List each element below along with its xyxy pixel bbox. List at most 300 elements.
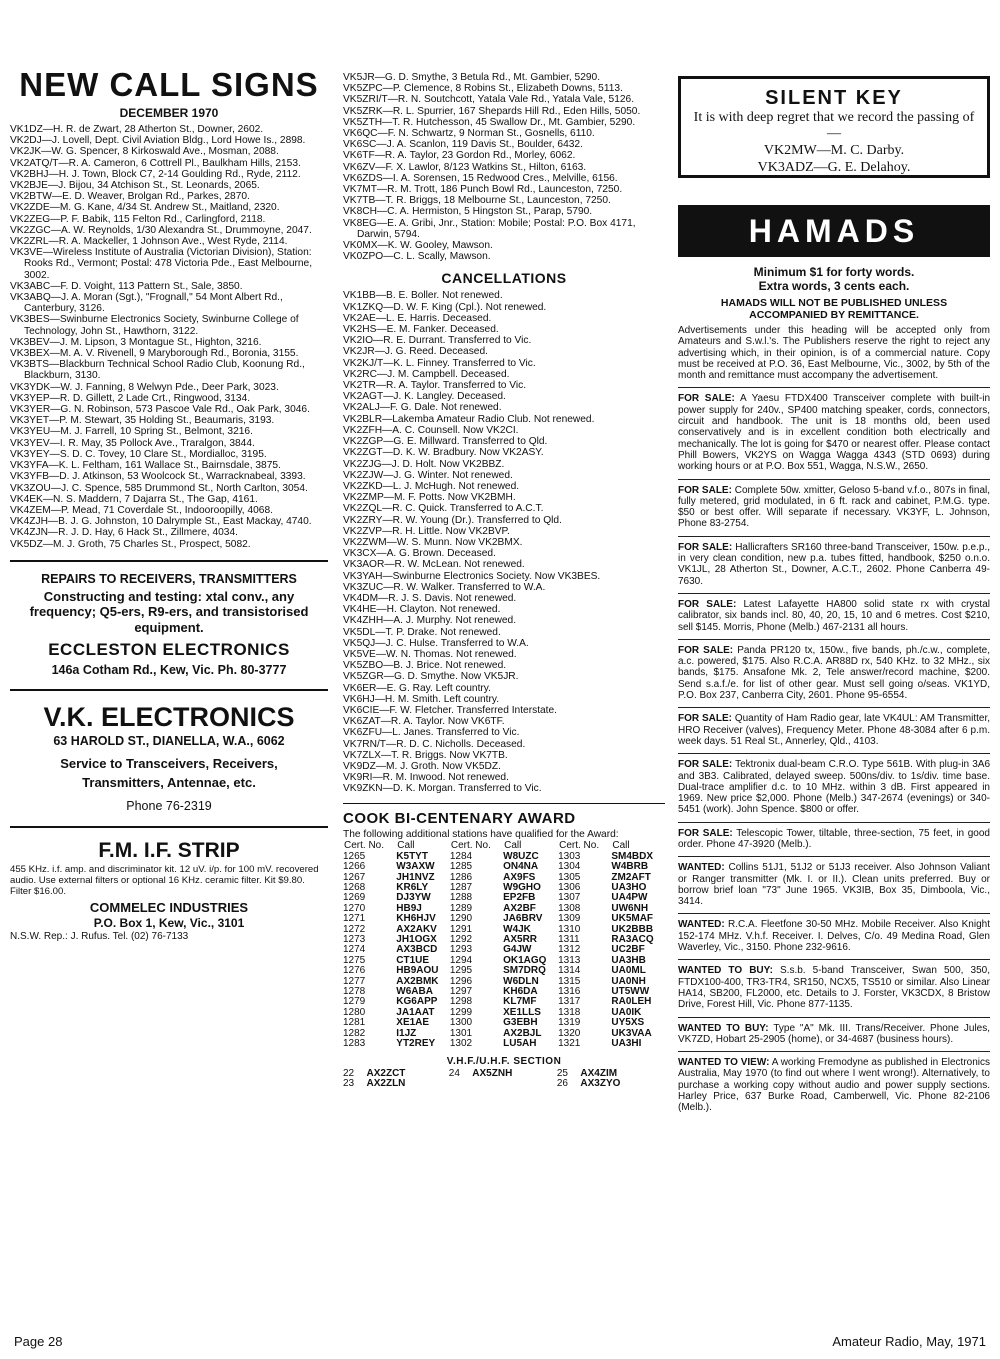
divider [10, 560, 328, 562]
award-cert-no: 1285 [449, 861, 473, 873]
list-item: VK3YEU—M. J. Farrell, 10 Spring St., Belmont, 3216. [10, 426, 253, 438]
award-call: UK2BBB [611, 923, 654, 935]
award-cert-no: 1290 [449, 913, 473, 925]
award-call: AX2BF [503, 902, 536, 914]
column-right [678, 76, 990, 1114]
award-col-head-no: Cert. No. [559, 839, 600, 851]
classified-lead: FOR SALE: [678, 484, 732, 496]
list-item: VK1BB—B. E. Boller. Not renewed. [343, 290, 503, 302]
commelec-name: COMMELEC INDUSTRIES [89, 900, 249, 916]
award-cert-no: 1276 [343, 965, 366, 977]
list-item: VK2RC—J. M. Campbell. Deceased. [343, 368, 510, 380]
repairs-title: REPAIRS TO RECEIVERS, TRANSMITTERS [41, 571, 297, 586]
list-item: VK6ZDS—I. A. Sorensen, 15 Redwood Cres., Melville, 6156. [343, 172, 618, 184]
list-item: VK0MX—K. W. Gooley, Mawson. [343, 240, 493, 252]
award-call: W6ABA [396, 986, 433, 998]
list-item: VK6QC—F. N. Schwartz, 9 Norman St., Gosnells, 6110. [343, 128, 595, 140]
list-item: VK2ZFH—A. C. Counsell. Now VK2CI. [343, 424, 519, 436]
list-item: VK2ZMP—M. F. Potts. Now VK2BMH. [343, 492, 516, 504]
award-call: YT2REY [396, 1038, 436, 1050]
award-call: UT5WW [611, 986, 650, 998]
list-item: VK6ZFU—L. Janes. Transferred to Vic. [343, 727, 520, 739]
award-call: AX5ZNH [472, 1067, 513, 1079]
call-signs-list [10, 124, 328, 550]
list-item: VK5DL—T. P. Drake. Not renewed. [343, 626, 501, 638]
classified-lead: FOR SALE: [678, 713, 732, 725]
list-item: VK3ABC—F. D. Voight, 113 Pattern St., Sale, 3850. [10, 280, 243, 292]
award-cert-no: 1314 [558, 965, 581, 977]
award-call: KL7MF [503, 996, 537, 1008]
fm-if-strip-ad [10, 838, 328, 943]
classified-lead: WANTED: [678, 862, 725, 874]
award-call: AX2ZLN [366, 1077, 406, 1089]
classified-lead: FOR SALE: [678, 393, 735, 405]
award-call: JA1AAT [396, 1006, 435, 1018]
silent-key-name: VK2MW—M. C. Darby. [763, 143, 905, 158]
list-item: VK2ALJ—F. G. Dale. Not renewed. [343, 402, 502, 414]
classified-lead: WANTED TO BUY: [678, 965, 773, 977]
award-cert-no: 1317 [558, 996, 581, 1008]
list-item: VK6ZV—F. X. Lawlor, 8/123 Watkins St., Hilton, 6163. [343, 161, 587, 173]
silent-key-text: It is with deep regret that we record the passing of— [693, 110, 975, 141]
award-call: AX9FS [503, 871, 536, 883]
classified-lead: FOR SALE: [678, 759, 733, 771]
classified-text: Hallicrafters SR160 three-band Transceiver, 150w. p.e.p., in very clean condition, new p.a. tubes fitted, handbook, $250 o.n.o. VK1JL, 28 Atherton St., Downer, A.C.T., 2602. Phone Canberra 49-7630. [678, 541, 990, 587]
classified-ad [678, 822, 990, 851]
award-cert-no: 1279 [343, 996, 366, 1008]
list-item: VK3YDK—W. J. Fanning, 8 Welwyn Pde., Deer Park, 3023. [10, 381, 279, 393]
award-cert-no: 1273 [343, 934, 366, 946]
list-item: VK0ZPO—C. L. Scally, Mawson. [343, 251, 491, 263]
publication-line: Amateur Radio, May, 1971 [832, 1334, 986, 1349]
column-left [10, 66, 328, 943]
list-item: VK5ZPC—P. Clemence, 8 Robins St., Elizabeth Downs, 5113. [343, 83, 623, 95]
list-item: VK3VE—Wireless Institute of Australia (Victorian Division), Station: Rooks Rd., Vermont; Postal: 478 Victoria Pde., East Melbourne, 3002. [10, 247, 313, 281]
list-item: VK2DJ—J. Lovell, Dept. Civil Aviation Bldg., Lord Howe Is., 2898. [10, 135, 306, 147]
award-call: AX3ZYO [580, 1077, 621, 1089]
award-cert-no: 1265 [343, 850, 366, 862]
list-item: VK2TR—R. A. Taylor. Transferred to Vic. [343, 380, 527, 392]
award-call: AX5RR [503, 934, 538, 946]
award-cert-no: 1312 [558, 944, 581, 956]
award-call: OK1AGQ [503, 954, 547, 966]
classified-ad [678, 913, 990, 953]
list-item: VK2ZGT—D. K. W. Bradbury. Now VK2ASY. [343, 447, 544, 459]
classified-text: Latest Lafayette HA800 solid state rx with crystal calibrator, six bands incl. 80, 40, 20, 15, 10 and 6 metres. Cost $210, sell $145. Morris, Phone (Melb.) 467-2131 all hours. [678, 598, 990, 633]
column-middle [343, 72, 665, 1089]
list-item: VK4HE—H. Clayton. Not renewed. [343, 604, 501, 616]
award-call: EP2FB [503, 892, 536, 904]
vk-electronics-service: Service to Transceivers, Receivers, Transmitters, Antennae, etc. [60, 756, 278, 791]
award-cert-no: 1292 [449, 934, 473, 946]
list-item: VK2ZJW—J. G. Winter. Not renewed. [343, 469, 513, 481]
award-call: XE1AE [396, 1017, 430, 1029]
classified-lead: FOR SALE: [678, 598, 737, 610]
award-cert-no: 1301 [449, 1027, 473, 1039]
classified-ad [678, 1017, 990, 1046]
list-item: VK3YFB—D. J. Atkinson, 53 Woolcock St., Warracknabeal, 3393. [10, 471, 306, 483]
award-call: UA0ML [611, 965, 646, 977]
list-item: VK2ZEG—P. F. Babik, 115 Felton Rd., Carlingford, 2118. [10, 213, 266, 225]
cancellations-title: CANCELLATIONS [441, 270, 567, 287]
vk-electronics-address: 63 HAROLD ST., DIANELLA, W.A., 6062 [53, 734, 285, 749]
repairs-body: Constructing and testing: xtal conv., any frequency; Q5-ers, R9-ers, and transistorised equipment. [29, 588, 309, 635]
silent-key-box [678, 76, 990, 178]
award-intro: The following additional stations have qualified for the Award: [343, 828, 619, 840]
classified-ad [678, 536, 990, 587]
award-cert-no: 1291 [449, 923, 473, 935]
award-call: UW6NH [611, 902, 649, 914]
list-item: VK2ZGP—G. E. Millward. Transferred to Qld. [343, 436, 548, 448]
award-call: AX2AKV [396, 923, 437, 935]
award-call: JH1NVZ [396, 871, 435, 883]
award-cert-no: 22 [343, 1067, 355, 1079]
list-item: VK5ZGR—G. D. Smythe. Now VK5JR. [343, 671, 519, 683]
award-cert-no: 1294 [449, 954, 473, 966]
award-call: KH6DA [503, 986, 538, 998]
award-cert-no: 25 [556, 1067, 568, 1079]
hamads-notice: Advertisements under this heading will be accepted only from Amateurs and S.w.l.'s. The Publishers reserve the right to reject any advertising which, in their opinion, is of a commercial nature. Copy must be received at P.O. 36, East Melbourne, Vic., 3002, by 5th of the month and remittance must accompany the advertisement. [678, 325, 990, 382]
award-call: KR6LY [396, 882, 429, 894]
award-call: AX2BJL [503, 1027, 542, 1039]
cancellations-list [343, 290, 665, 794]
hamads-rate-line: Extra words, 3 cents each. [758, 279, 910, 293]
list-item: VK2HS—E. M. Fanker. Deceased. [343, 324, 499, 336]
list-item: VK7MT—R. M. Trott, 186 Punch Bowl Rd., Launceston, 7250. [343, 184, 623, 196]
list-item: VK3YER—G. N. Robinson, 573 Pascoe Vale Rd., Oak Park, 3046. [10, 404, 310, 416]
award-col-head-call: Call [504, 839, 522, 851]
award-call: W3AXW [396, 861, 435, 873]
award-cert-no: 1268 [343, 882, 366, 894]
commelec-address: P.O. Box 1, Kew, Vic., 3101 [93, 916, 245, 931]
table-row [343, 1039, 665, 1049]
list-item: VK4ZJH—B. J. G. Johnston, 10 Dalrymple St., East Mackay, 4740. [10, 516, 312, 528]
list-item: VK2ATQ/T—R. A. Cameron, 6 Cottrell Pl., Baulkham Hills, 2153. [10, 157, 301, 169]
award-call: UC2BF [611, 944, 645, 956]
classified-text: Quantity of Ham Radio gear, late VK4UL: AM Transmitter, HRO Receiver (valves), Frequency Meter. Phone 48-3084 after 6 p.m. week days. 51 Real St., Annerley, Qld., 4103. [678, 713, 991, 747]
list-item: VK3YAH—Swinburne Electronics Society. Now VK3BES. [343, 570, 601, 582]
list-item: VK3CX—A. G. Brown. Deceased. [343, 548, 496, 560]
list-item: VK3ZOU—J. C. Spence, 585 Drummond St., North Carlton, 3054. [10, 482, 308, 494]
award-call: RA0LEH [611, 996, 652, 1008]
commelec-rep: N.S.W. Rep.: J. Rufus. Tel. (02) 76-7133 [10, 931, 189, 943]
list-item: VK7ZLX—T. R. Briggs. Now VK7TB. [343, 749, 508, 761]
classified-ad [678, 856, 990, 907]
award-call: G4JW [503, 944, 532, 956]
list-item: VK4ZHH—A. J. Murphy. Not renewed. [343, 615, 517, 627]
list-item: VK2AE—L. E. Harris. Deceased. [343, 312, 492, 324]
classified-ad [678, 753, 990, 815]
award-cert-no: 1297 [449, 986, 473, 998]
classified-text: Collins 51J1, 51J2 or 51J3 receiver. Also Johnson Valiant or Ranger transmitter (Mk. I. or II.). Clean units preferred. Buy or borrow brief loan "73" June 1965. VK3IB, Box 35, Dimboola, Vic., 3414. [678, 862, 991, 908]
list-item: VK8EG—E. A. Gribi, Jnr., Station: Mobile; Postal: P.O. Box 4171, Darwin, 5794. [343, 217, 636, 240]
classified-text: Complete 50w. xmitter, Geloso 5-band v.f.o., 807s in final, fully metered, grid modulated, in 6 ft. rack and cabinet, P.M.G. type. $50 or best offer. Will separate if necessary. VK3YF, L. Johnson, Phone 83-2754. [678, 484, 991, 530]
award-cert-no: 1293 [449, 944, 473, 956]
classified-text: Tektronix dual-beam C.R.O. Type 561B. With plug-in 3A6 and 3B3. Calibrated, delayed sweep. 500ns/div. to 1s/div. time base. Dual-trace amplifier d.c. to 10 MHz. within 3 dB. First appeared in 1969. New price $2,000. Phone (Melb.) 347-2674 (evenings) or 340-5451 (work). John Spence. $800 or offer. [678, 759, 991, 816]
classified-text: S.s.b. 5-band Transceiver, Swan 500, 350, FTDX100-400, TR3-TR4, SR150, NCX5, TS510 or similar. Also Linear HA14, SB200, FL2000, etc. Details to J. Forster, VK3CDX, 8 Bristow Drive, Forest Hill, Vic. Phone 877-1135. [678, 965, 991, 1011]
award-call: JH1OGX [396, 934, 437, 946]
list-item: VK2AGT—J. K. Langley. Deceased. [343, 391, 506, 403]
eccleston-name: ECCLESTON ELECTRONICS [48, 640, 290, 660]
vhf-section-title: V.H.F./U.H.F. SECTION [446, 1055, 562, 1067]
eccleston-address: 146a Cotham Rd., Kew, Vic. Ph. 80-3777 [51, 663, 287, 678]
award-cert-no: 1270 [343, 902, 366, 914]
list-item: VK8CH—C. A. Hermiston, 5 Hingston St., Parap, 5790. [343, 206, 593, 218]
vk-electronics-name: V.K. ELECTRONICS [43, 702, 295, 733]
classified-ad [678, 959, 990, 1010]
page-number: Page 28 [14, 1334, 63, 1349]
vk-electronics-phone: Phone 76-2319 [126, 799, 212, 814]
classified-ad [678, 639, 990, 701]
award-cert-no [449, 1079, 473, 1089]
classified-ad [678, 1051, 990, 1113]
list-item: VK2ZKD—L. J. McHugh. Not renewed. [343, 480, 520, 492]
list-item: VK9ZKN—D. K. Morgan. Transferred to Vic. [343, 783, 542, 795]
award-call: UA3HI [611, 1038, 642, 1050]
list-item: VK6ZAT—R. A. Taylor. Now VK6TF. [343, 716, 505, 728]
award-cert-no: 23 [343, 1077, 355, 1089]
award-cert-no: 1321 [558, 1038, 581, 1050]
award-cert-no: 1316 [558, 986, 581, 998]
list-item: VK2BTW—E. D. Weaver, Brolgan Rd., Parkes, 2870. [10, 191, 250, 203]
award-call: UA0NH [611, 975, 646, 987]
list-item: VK3YFA—K. L. Feltham, 161 Wallace St., Bairnsdale, 3875. [10, 460, 281, 472]
award-cert-no: 1283 [343, 1038, 366, 1050]
award-call: AX2BMK [396, 975, 439, 987]
list-item: VK2ZVP—R. H. Little. Now VK2BVP. [343, 525, 510, 537]
list-item: VK9DZ—M. J. Groth. Now VK5DZ. [343, 760, 501, 772]
list-item: VK2BJE—J. Bijou, 34 Atchison St., St. Leonards, 2065. [10, 180, 260, 192]
award-cert-no: 1287 [449, 882, 473, 894]
list-item: VK3BTS—Blackburn Technical School Radio Club, Koonung Rd., Blackburn, 3130. [10, 359, 305, 382]
award-cert-no: 1289 [449, 902, 473, 914]
award-cert-no: 1320 [558, 1027, 581, 1039]
call-signs-title: NEW CALL SIGNS [19, 66, 319, 103]
call-signs-month: DECEMBER 1970 [119, 106, 219, 120]
list-item: VK6ER—E. G. Ray. Left country. [343, 682, 491, 694]
list-item: VK5ZTH—T. R. Hutchesson, 45 Swallow Dr., Mt. Gambier, 5290. [343, 116, 636, 128]
award-call: SM4BDX [611, 850, 654, 862]
list-item: VK6CIE—F. W. Fletcher. Transferred Interstate. [343, 704, 558, 716]
list-item: VK5ZRI/T—R. N. Soutchcott, Yatala Vale Rd., Yatala Vale, 5126. [343, 94, 635, 106]
award-call: K5TYT [396, 850, 428, 862]
classified-ad [678, 707, 990, 747]
list-item: VK2ZJG—J. D. Holt. Now VK2BBZ. [343, 458, 505, 470]
award-cert-no: 1281 [343, 1017, 366, 1029]
award-call: UA4PW [611, 892, 648, 904]
list-item: VK3BEV—J. M. Lipson, 3 Montague St., Highton, 3216. [10, 336, 262, 348]
list-item: VK5JR—G. D. Smythe, 3 Betula Rd., Mt. Gambier, 5290. [343, 72, 601, 83]
award-call: KH6HJV [396, 913, 436, 925]
classified-ad [678, 593, 990, 633]
list-item: VK3ABQ—J. A. Moran (Sgt.), "Frognall," 54 Mont Albert Rd., Canterbury, 3126. [10, 292, 283, 315]
award-cert-no: 1272 [343, 923, 366, 935]
classified-text: R.C.A. Fleetfone 30-50 MHz. Mobile Receiver. Also Knight 152-174 MHz. V.h.f. Receiver. I. Delves, C/o. 49 Medina Road, Glen Waverley, Vic., 3150. Phone 232-9616. [678, 919, 990, 954]
award-col-head-call: Call [612, 839, 630, 851]
award-call: XE1LLS [503, 1006, 541, 1018]
list-item: VK3BEX—M. A. V. Rivenell, 9 Maryborough Rd., Boronia, 3155. [10, 348, 299, 360]
list-item: VK2BHJ—H. J. Town, Block C7, 2-14 Goulding Rd., Ryde, 2112. [10, 168, 301, 180]
award-cert-no: 24 [448, 1067, 460, 1079]
list-item: VK2JR—J. G. Reed. Deceased. [343, 346, 488, 358]
classified-ad [678, 387, 990, 472]
classified-text: A working Fremodyne as published in Electronics Australia, May 1970 (to find out where I went wrong!). Alternatively, to purchase a working copy without audio and power supply sections. Harley Price, 637 Burke Road, Camberwell, Vic. Phone 82-2106 (Melb.). [678, 1057, 990, 1114]
hamads-list [678, 387, 990, 1113]
classified-lead: FOR SALE: [678, 827, 733, 839]
award-call: CT1UE [396, 954, 430, 966]
list-item: VK2ZRY—R. W. Young (Dr.). Transferred to Qld. [343, 514, 562, 526]
list-item: VK4DM—R. J. S. Davis. Not renewed. [343, 592, 517, 604]
list-item: VK2ZDE—M. G. Kane, 4/34 St. Andrew St., Maitland, 2320. [10, 202, 280, 214]
award-call: I1JZ [396, 1027, 417, 1039]
award-cert-no: 1275 [343, 954, 366, 966]
classified-text: Type "A" Mk. III. Trans/Receiver. Phone Jules, VK7ZD, Hobart 25-2905 (home), or 34-4687 (business hours). [678, 1022, 991, 1045]
list-item: VK2ZGC—A. W. Reynolds, 1/30 Alexandra St., Drummoyne, 2047. [10, 224, 312, 236]
list-item: VK3YEP—R. D. Gillett, 2 Lade Crt., Ringwood, 3134. [10, 392, 251, 404]
list-item: VK6HJ—H. M. Smith. Left country. [343, 693, 500, 705]
award-cert-no: 1309 [558, 913, 581, 925]
fm-strip-title: F.M. I.F. STRIP [98, 839, 240, 863]
list-item: VK3YEV—I. R. May, 35 Pollock Ave., Traralgon, 3844. [10, 437, 255, 449]
award-cert-no: 1318 [558, 1006, 581, 1018]
award-cert-no: 1310 [558, 923, 581, 935]
award-cert-no: 1311 [558, 934, 580, 946]
list-item: VK5VE—W. N. Thomas. Not renewed. [343, 648, 517, 660]
award-cert-no: 26 [556, 1077, 568, 1089]
award-call: W6DLN [503, 975, 539, 987]
award-call: AX2ZCT [366, 1067, 406, 1079]
award-cert-no: 1286 [449, 871, 473, 883]
divider [10, 826, 328, 828]
award-call: W4BRB [611, 861, 649, 873]
list-item: VK1ZKQ—D. W. F. King (Cpl.). Not renewed. [343, 301, 547, 313]
list-item: VK6TF—R. A. Taylor, 23 Gordon Rd., Morley, 6062. [343, 150, 576, 162]
list-item: VK5ZBO—B. J. Brice. Not renewed. [343, 660, 507, 672]
award-call: ON4NA [503, 861, 539, 873]
award-call: W4JK [503, 923, 531, 935]
award-cert-no: 1277 [343, 975, 366, 987]
award-call: KG6APP [396, 996, 438, 1008]
award-cert-no: 1295 [449, 965, 473, 977]
award-cert-no: 1308 [558, 902, 581, 914]
list-item: VK3AOR—R. W. McLean. Not renewed. [343, 559, 525, 571]
award-call: UK3VAA [611, 1027, 652, 1039]
classified-lead: WANTED TO VIEW: [678, 1057, 770, 1069]
award-table [343, 840, 665, 1050]
list-item: VK4ZEM—P. Mead, 71 Coverdale St., Indooroopilly, 4068. [10, 504, 273, 516]
list-item: VK2ZQL—R. C. Quick. Transferred to A.C.T. [343, 503, 544, 515]
award-col-head-no: Cert. No. [344, 839, 385, 851]
award-call: SM7DRQ [503, 965, 546, 977]
award-call: HB9J [396, 902, 422, 914]
award-cert-no: 1267 [343, 871, 366, 883]
award-cert-no: 1271 [343, 913, 366, 925]
award-call: UA3HB [611, 954, 646, 966]
vhf-table [343, 1069, 665, 1090]
award-cert-no: 1304 [558, 861, 581, 873]
award-col-head-call: Call [397, 839, 415, 851]
list-item: VK4ZJN—R. J. D. Hay, 6 Hack St., Zillmere, 4034. [10, 527, 238, 539]
silent-key-title: SILENT KEY [765, 87, 903, 109]
list-item: VK2ZRL—R. A. Mackeller, 1 Johnson Ave., West Ryde, 2114. [10, 236, 288, 248]
classified-text: Telescopic Tower, tiltable, three-section, 75 feet, in good order. Phone 47-3920 (Melb.). [678, 827, 990, 850]
list-item: VK5ZRK—R. L. Spurrier, 167 Shepards Hill Rd., Eden Hills, 5050. [343, 105, 641, 117]
award-cert-no: 1288 [449, 892, 473, 904]
list-item: VK5QJ—J. C. Hulse. Transferred to W.A. [343, 637, 529, 649]
award-call: G3EBH [503, 1017, 538, 1029]
award-cert-no: 1278 [343, 986, 366, 998]
list-item: VK9RI—R. M. Inwood. Not renewed. [343, 772, 509, 784]
award-cert-no: 1298 [449, 996, 473, 1008]
list-item: VK3BES—Swinburne Electronics Society, Swinburne College of Technology, John St., Hawthorn, 3122. [10, 314, 299, 337]
award-call: JA6BRV [503, 913, 543, 925]
list-item: VK2IO—R. E. Durrant. Transferred to Vic. [343, 335, 532, 347]
list-item: VK2ZWM—W. S. Munn. Now VK2BMX. [343, 536, 523, 548]
hamads-warning: HAMADS WILL NOT BE PUBLISHED UNLESS ACCOMPANIED BY REMITTANCE. [720, 297, 948, 321]
award-call: W8UZC [503, 850, 539, 862]
list-item: VK7RN/T—R. D. C. Nicholls. Deceased. [343, 738, 526, 750]
award-call: LU5AH [503, 1038, 537, 1050]
classified-lead: FOR SALE: [678, 644, 734, 656]
award-call: UA0IK [611, 1006, 642, 1018]
award-call: ZM2AFT [611, 871, 651, 883]
fm-strip-body: 455 KHz. i.f. amp. and discriminator kit. 12 uV. i/p. for 100 mV. recovered audio. Use external filters or optional 16 KHz. ceramic filter. Kit $9.80. Filter $16.00. [10, 864, 319, 898]
award-call [472, 1079, 557, 1089]
award-title: COOK BI-CENTENARY AWARD [343, 809, 576, 827]
classified-lead: WANTED TO BUY: [678, 1022, 769, 1034]
list-item: VK1DZ—H. R. de Zwart, 28 Atherton St., Downer, 2602. [10, 124, 264, 135]
award-cert-no: 1315 [558, 975, 581, 987]
list-item: VK4EK—N. S. Maddern, 7 Dajarra St., The Gap, 4161. [10, 493, 258, 505]
classified-lead: FOR SALE: [678, 541, 733, 553]
silent-key-name: VK3ADZ—G. E. Delahoy. [757, 160, 911, 175]
award-col-head-no: Cert. No. [450, 839, 491, 851]
list-item: VK5DZ—M. J. Groth, 75 Charles St., Prospect, 5082. [10, 538, 251, 550]
list-item: VK3YET—P. M. Stewart, 35 Holding St., Beaumaris, 3193. [10, 415, 275, 427]
award-cert-no: 1307 [558, 892, 581, 904]
hamads-rate-line: Minimum $1 for forty words. [753, 265, 915, 279]
award-call: AX3BCD [396, 944, 438, 956]
award-cert-no: 1284 [449, 850, 473, 862]
list-item: VK2JK—W. G. Spencer, 8 Kirkoswald Ave., Mosman, 2088. [10, 146, 279, 158]
award-call: AX4ZIM [580, 1067, 618, 1079]
award-cert-no: 1300 [449, 1017, 473, 1029]
classified-text: Panda PR120 tx, 150w., five bands, ph./c.w., complete, a.c. powered, $175. Also R.C.A. AR88D rx, 540 KHz. to 32 MHz., six bands, $175. Ansafone Mk. 2, Tele answer/record machine, $200. Send s.a.f./e. for list of other gear. Must sell going o/seas. VK1YD, P.O. Box 237, Canberra City, 2601. Phone 95-6554. [678, 644, 990, 702]
award-call: HB9AOU [396, 965, 439, 977]
list-item: VK7TB—T. R. Briggs, 18 Melbourne St., Launceston, 7250. [343, 195, 611, 207]
divider [343, 803, 665, 804]
award-cert-no: 1299 [449, 1006, 473, 1018]
award-cert-no: 1266 [343, 861, 366, 873]
award-cert-no: 1280 [343, 1006, 366, 1018]
award-cert-no: 1303 [558, 850, 581, 862]
award-call: UY5XS [611, 1017, 645, 1029]
award-cert-no: 1306 [558, 882, 581, 894]
list-item: VK2KJ/T—K. L. Finney. Transferred to Vic. [343, 357, 536, 369]
list-item: VK6SC—J. A. Scanlon, 119 Davis St., Boulder, 6432. [343, 139, 583, 151]
list-item: VK3ZUC—R. W. Walker. Transferred to W.A. [343, 581, 546, 593]
list-item: VK2BLR—Lakemba Amateur Radio Club. Not renewed. [343, 413, 595, 425]
award-cert-no: 1282 [343, 1027, 366, 1039]
award-call: UA3HO [611, 882, 647, 894]
award-cert-no: 1313 [558, 954, 581, 966]
award-cert-no: 1319 [558, 1017, 581, 1029]
repairs-ad [10, 572, 328, 680]
classified-text: A Yaesu FTDX400 Transceiver complete with built-in power supply for 240v., SP400 matching speaker, cords, connectors, circuit and handbook. The unit is 18 months old, been used conservatively and is in excellent condition both electrically and mechanically. The lot is going for $470 or nearest offer. Please contact Phill Bowers, VK2YS on Wagga Wagga 4343 (STD 0693) during working hours or at P.O. Box 551, Wagga, N.S.W., 2650. [678, 393, 991, 473]
award-cert-no: 1302 [449, 1038, 473, 1050]
call-signs-list-continued [343, 72, 665, 262]
list-item: VK3YEY—S. D. C. Tovey, 10 Clare St., Mordialloc, 3195. [10, 448, 267, 460]
